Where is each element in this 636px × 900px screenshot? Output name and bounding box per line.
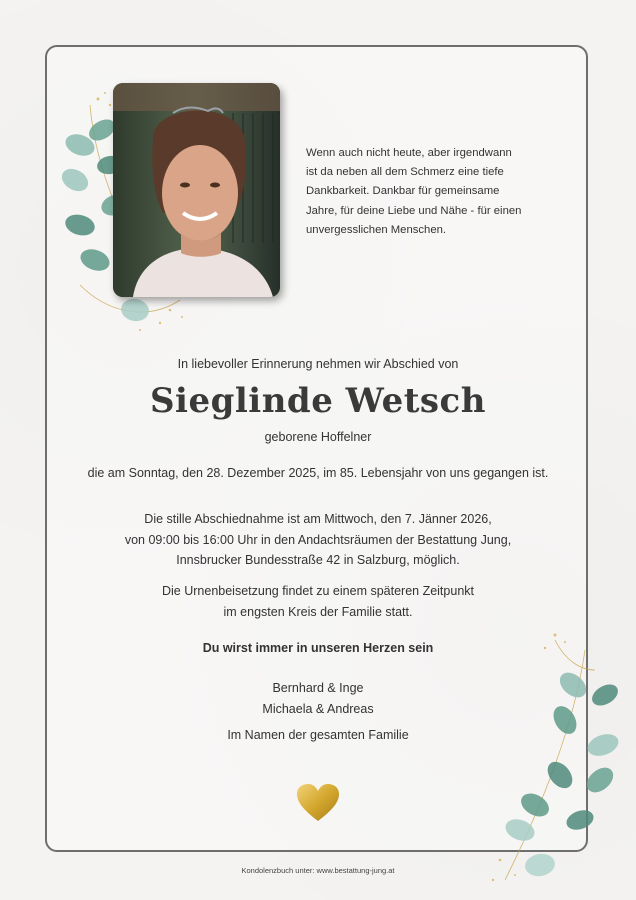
- family-signature: Im Namen der gesamten Familie: [227, 728, 409, 742]
- urn-burial-details: Die Urnenbeisetzung findet zu einem späteren Zeitpunkt im engsten Kreis der Familie statt.: [162, 584, 474, 619]
- birth-name: geborene Hoffelner: [264, 430, 372, 444]
- portrait-image: [113, 83, 280, 297]
- memorial-quote: Wenn auch nicht heute, aber irgendwann ist da neben all dem Schmerz eine tiefe Dankbarkeit. Dankbar für gemeinsame Jahre, für deine Liebe und Nähe - für einen unvergesslichen Menschen.: [306, 147, 522, 236]
- farewell-details: Die stille Abschiednahme ist am Mittwoch, den 7. Jänner 2026, von 09:00 bis 16:00 Uhr in den Andachtsräumen der Bestattung Jung, Innsbrucker Bundesstraße 42 in Salzburg, möglich.: [124, 512, 512, 567]
- condolence-book-footer: Kondolenzbuch unter: www.bestattung-jung.at: [241, 866, 395, 875]
- mourners-list: Bernhard & Inge Michaela & Andreas: [262, 681, 374, 716]
- intro-text: In liebevoller Erinnerung nehmen wir Abschied von: [177, 357, 459, 371]
- death-notice: die am Sonntag, den 28. Dezember 2025, im 85. Lebensjahr von uns gegangen ist.: [87, 466, 549, 480]
- memorial-motto: Du wirst immer in unseren Herzen sein: [202, 641, 434, 655]
- gold-heart-icon: [295, 783, 341, 823]
- portrait-photo: [113, 83, 280, 297]
- eucalyptus-decoration-bottom-right: [485, 630, 636, 900]
- deceased-name: Sieglinde Wetsch: [150, 381, 486, 421]
